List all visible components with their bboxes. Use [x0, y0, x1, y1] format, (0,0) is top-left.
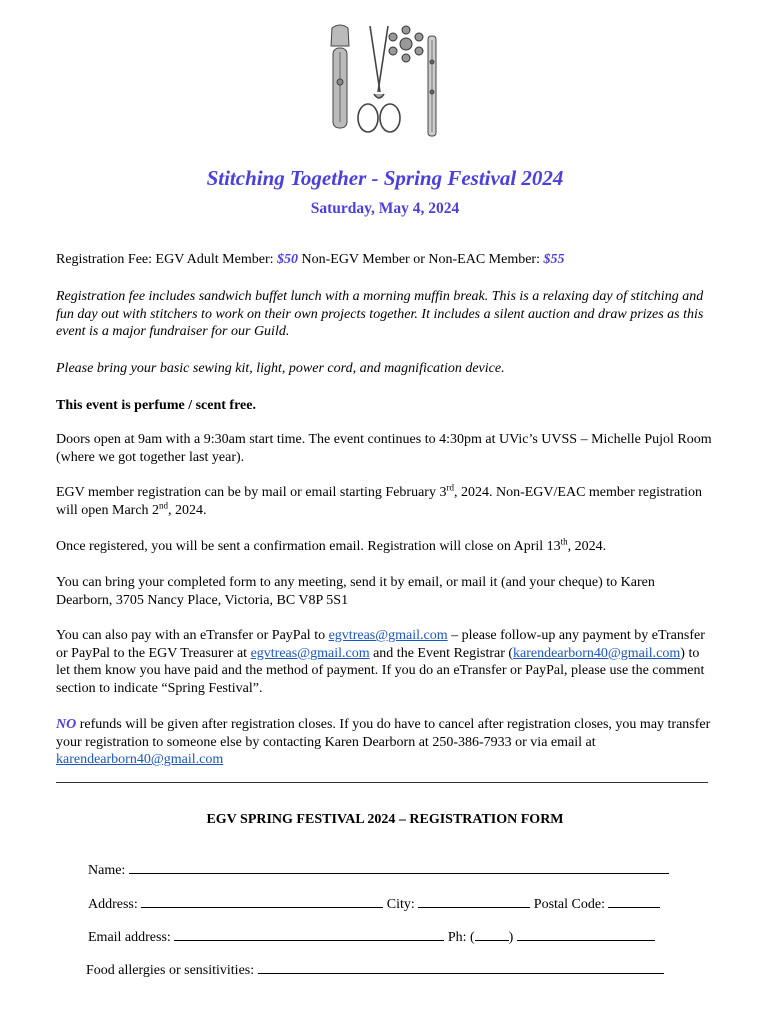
address-label: Address:: [88, 897, 138, 912]
refunds-paragraph: NO refunds will be given after registration closes. If you do have to cancel after registration closes, you may transfer your registration to someone else by contacting Karen Dearborn at 250-386-7933 or via email at karendearborn40@gmail.com: [56, 717, 711, 767]
postal-code-label: Postal Code:: [533, 897, 605, 912]
no-refunds-emphasis: NO: [56, 717, 77, 732]
scissors-icon: [358, 26, 400, 132]
registration-form-title: EGV SPRING FESTIVAL 2024 – REGISTRATION FORM: [206, 812, 564, 827]
postal-code-field[interactable]: [608, 895, 660, 908]
member-price: $50: [277, 252, 298, 267]
page-title: Stitching Together - Spring Festival 2024: [206, 166, 564, 190]
name-field[interactable]: [129, 861, 669, 874]
thimble-icon: [331, 25, 349, 128]
sewing-tools-logo: [322, 22, 448, 140]
email-field[interactable]: [174, 928, 444, 941]
allergies-field[interactable]: [258, 961, 664, 974]
treasurer-email-link-2[interactable]: egvtreas@gmail.com: [250, 645, 370, 661]
bring-items-paragraph: Please bring your basic sewing kit, light, power cord, and magnification device.: [56, 361, 505, 376]
email-label: Email address:: [88, 930, 171, 945]
doors-paragraph: Doors open at 9am with a 9:30am start time. The event continues to 4:30pm at UVic’s UVSS – Michelle Pujol Room (where we got together last year).: [56, 432, 712, 465]
email-row: Email address: Ph: ( ): [88, 928, 655, 946]
confirmation-paragraph: Once registered, you will be sent a confirmation email. Registration will close on April 13th, 2024.: [56, 536, 607, 554]
allergies-row: [86, 961, 664, 979]
bring-form-paragraph: You can bring your completed form to any meeting, send it by email, or mail it (and your cheque) to Karen Dearborn, 3705 Nancy Place, Victoria, BC V8P 5S1: [56, 575, 655, 608]
scent-free-notice: This event is perfume / scent free.: [56, 398, 256, 413]
section-divider: [56, 782, 708, 783]
phone-area-field[interactable]: [475, 928, 509, 941]
name-row: [88, 861, 669, 879]
nonmember-price: $55: [543, 252, 565, 267]
registration-fee: Registration Fee: EGV Adult Member: $50 Non-EGV Member or Non-EAC Member: $55: [56, 252, 565, 267]
city-label: City:: [386, 897, 415, 912]
phone-field[interactable]: [517, 928, 655, 941]
fee-includes-paragraph: Registration fee includes sandwich buffet lunch with a morning muffin break. This is a relaxing day of stitching and fun day out with stitchers to work on their own projects together. It includes a silent auction and draw prizes as this event is a major fundraiser for our Guild.: [56, 289, 704, 339]
registrar-email-link[interactable]: karendearborn40@gmail.com: [513, 645, 681, 661]
payment-paragraph: You can also pay with an eTransfer or PayPal to egvtreas@gmail.com – please follow-up any payment by eTransfer or PayPal to the EGV Treasurer at egvtreas@gmail.com and the Event Registrar (karendearborn40@gmail.com) to let them know you have paid and the method of payment. If you do an eTransfer or PayPal, please use the comment section to indicate “Spring Festival”.: [56, 628, 705, 696]
allergies-label: Food allergies or sensitivities:: [86, 963, 255, 978]
name-label: Name:: [88, 863, 126, 878]
address-field[interactable]: [141, 895, 383, 908]
needle-icon: [428, 36, 436, 136]
address-row: [88, 895, 660, 913]
snowflake-icon: [389, 26, 423, 62]
city-field[interactable]: [418, 895, 530, 908]
registrar-email-link-2[interactable]: karendearborn40@gmail.com: [56, 752, 224, 767]
phone-label: Ph: (: [447, 930, 475, 945]
egv-registration-paragraph: EGV member registration can be by mail or email starting February 3rd, 2024. Non-EGV/EAC member registration will open March 2nd, 2024.: [56, 482, 703, 518]
treasurer-email-link[interactable]: egvtreas@gmail.com: [328, 628, 448, 643]
event-date: Saturday, May 4, 2024: [310, 200, 460, 217]
